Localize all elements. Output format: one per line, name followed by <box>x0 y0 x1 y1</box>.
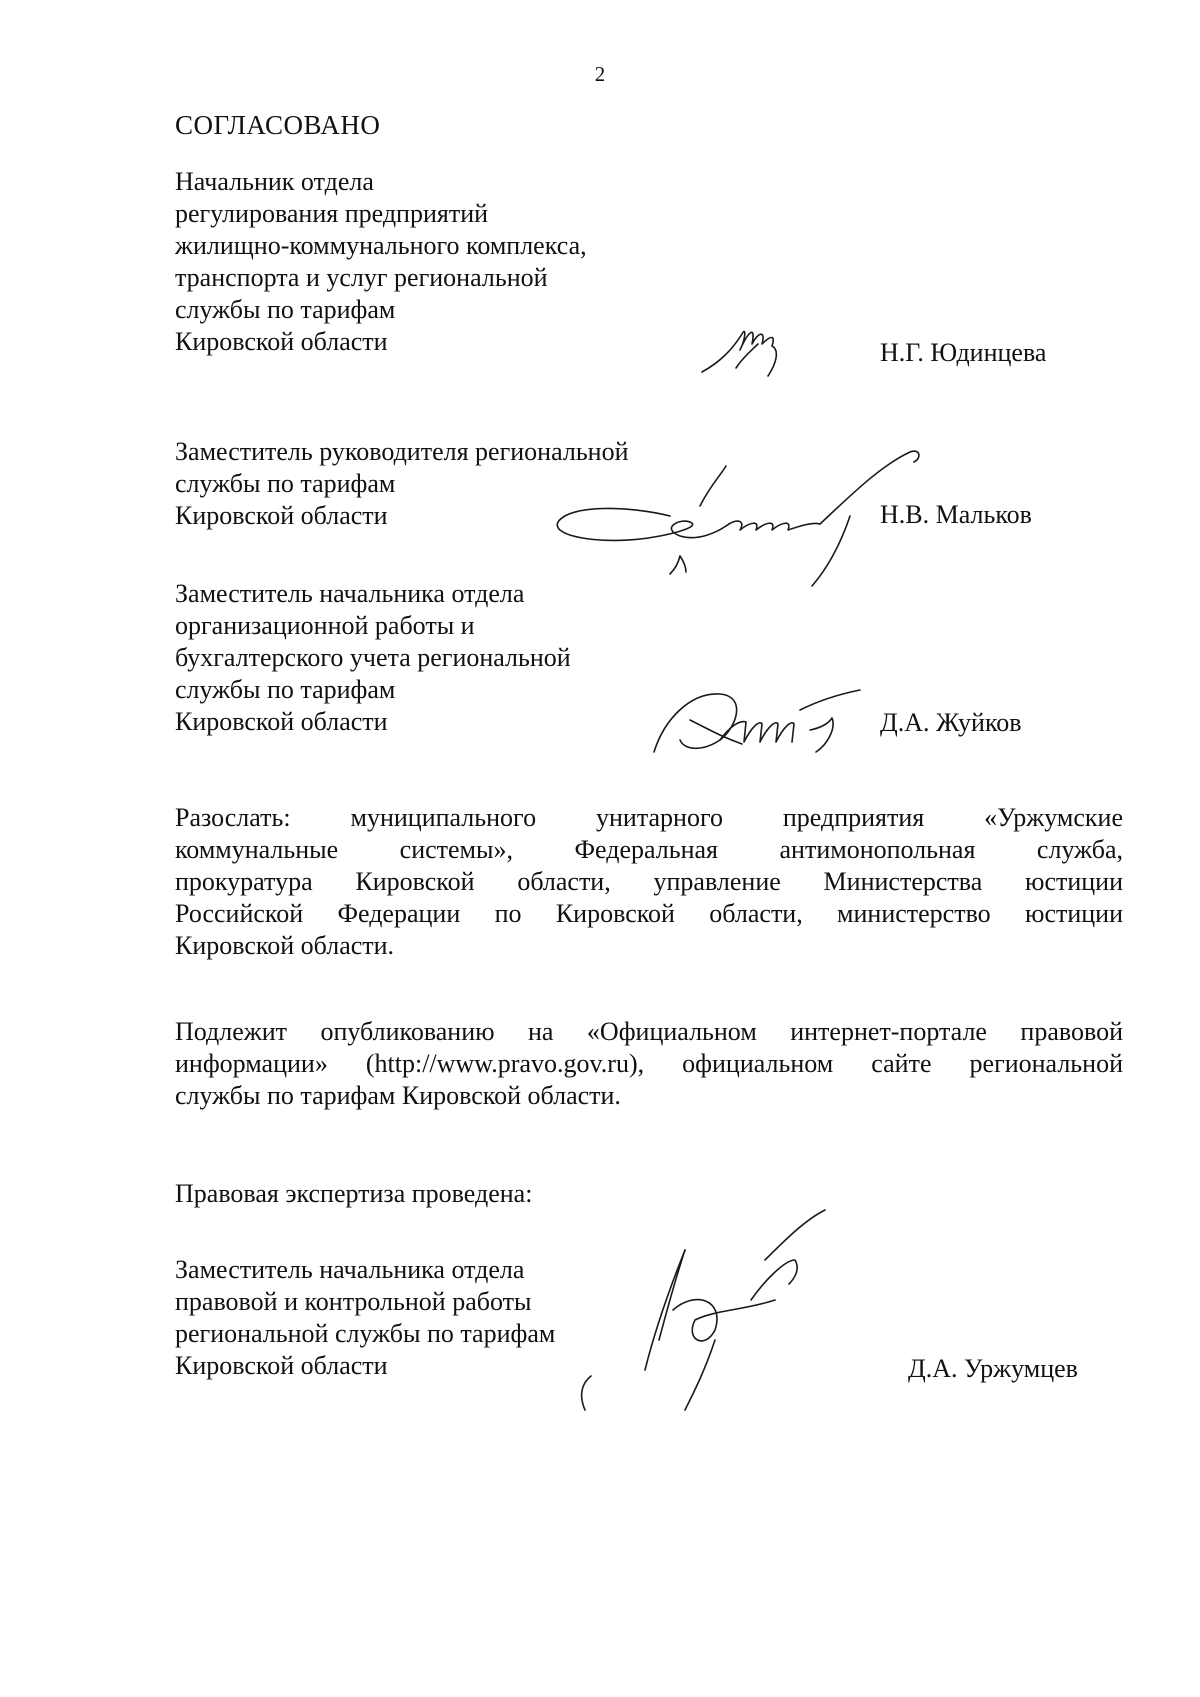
position-line: Заместитель руководителя региональной <box>175 437 629 466</box>
distribution-line: прокуратура Кировской области, управление Министерства юстиции <box>175 867 1123 896</box>
distribution-list <box>175 802 1123 962</box>
legal-reviewer-name: Д.А. Уржумцев <box>908 1354 1078 1383</box>
position-line: Заместитель начальника отдела <box>175 579 525 608</box>
position-line: региональной службы по тарифам <box>175 1319 556 1348</box>
position-line: службы по тарифам <box>175 675 396 704</box>
signature-urzhumtsev <box>575 1200 855 1420</box>
position-line: службы по тарифам <box>175 469 396 498</box>
position-line: Начальник отдела <box>175 167 374 196</box>
approver-position-1 <box>175 166 587 358</box>
signature-zhuikov <box>650 680 870 760</box>
approver-name-3: Д.А. Жуйков <box>880 708 1022 737</box>
distribution-line: коммунальные системы», Федеральная антимонопольная служба, <box>175 835 1123 864</box>
position-line: Кировской области <box>175 327 388 356</box>
approver-position-3 <box>175 578 571 738</box>
signature-malkov <box>550 446 930 596</box>
approval-heading: СОГЛАСОВАНО <box>175 110 381 140</box>
distribution-line: Российской Федерации по Кировской области, министерство юстиции <box>175 899 1123 928</box>
position-line: Кировской области <box>175 501 388 530</box>
legal-review-statement: Правовая экспертиза проведена: <box>175 1179 533 1208</box>
position-line: бухгалтерского учета региональной <box>175 643 571 672</box>
position-line: жилищно-коммунального комплекса, <box>175 231 587 260</box>
signature-yudintseva <box>700 310 800 380</box>
legal-reviewer-position <box>175 1254 555 1382</box>
publication-line: Подлежит опубликованию на «Официальном интернет-портале правовой <box>175 1017 1123 1046</box>
approver-name-1: Н.Г. Юдинцева <box>880 338 1047 367</box>
position-line: транспорта и услуг региональной <box>175 263 548 292</box>
position-line: Кировской области <box>175 1351 388 1380</box>
position-line: регулирования предприятий <box>175 199 489 228</box>
position-line: Заместитель начальника отдела <box>175 1255 525 1284</box>
approver-name-2: Н.В. Мальков <box>880 500 1032 529</box>
publication-note <box>175 1016 1123 1112</box>
publication-line: информации» (http://www.pravo.gov.ru), официальном сайте региональной <box>175 1049 1123 1078</box>
position-line: Кировской области <box>175 707 388 736</box>
distribution-line: Кировской области. <box>175 931 395 960</box>
page-number: 2 <box>594 62 606 86</box>
publication-line: службы по тарифам Кировской области. <box>175 1081 621 1110</box>
position-line: организационной работы и <box>175 611 475 640</box>
position-line: правовой и контрольной работы <box>175 1287 532 1316</box>
distribution-line: Разослать: муниципального унитарного предприятия «Уржумские <box>175 803 1123 832</box>
position-line: службы по тарифам <box>175 295 396 324</box>
